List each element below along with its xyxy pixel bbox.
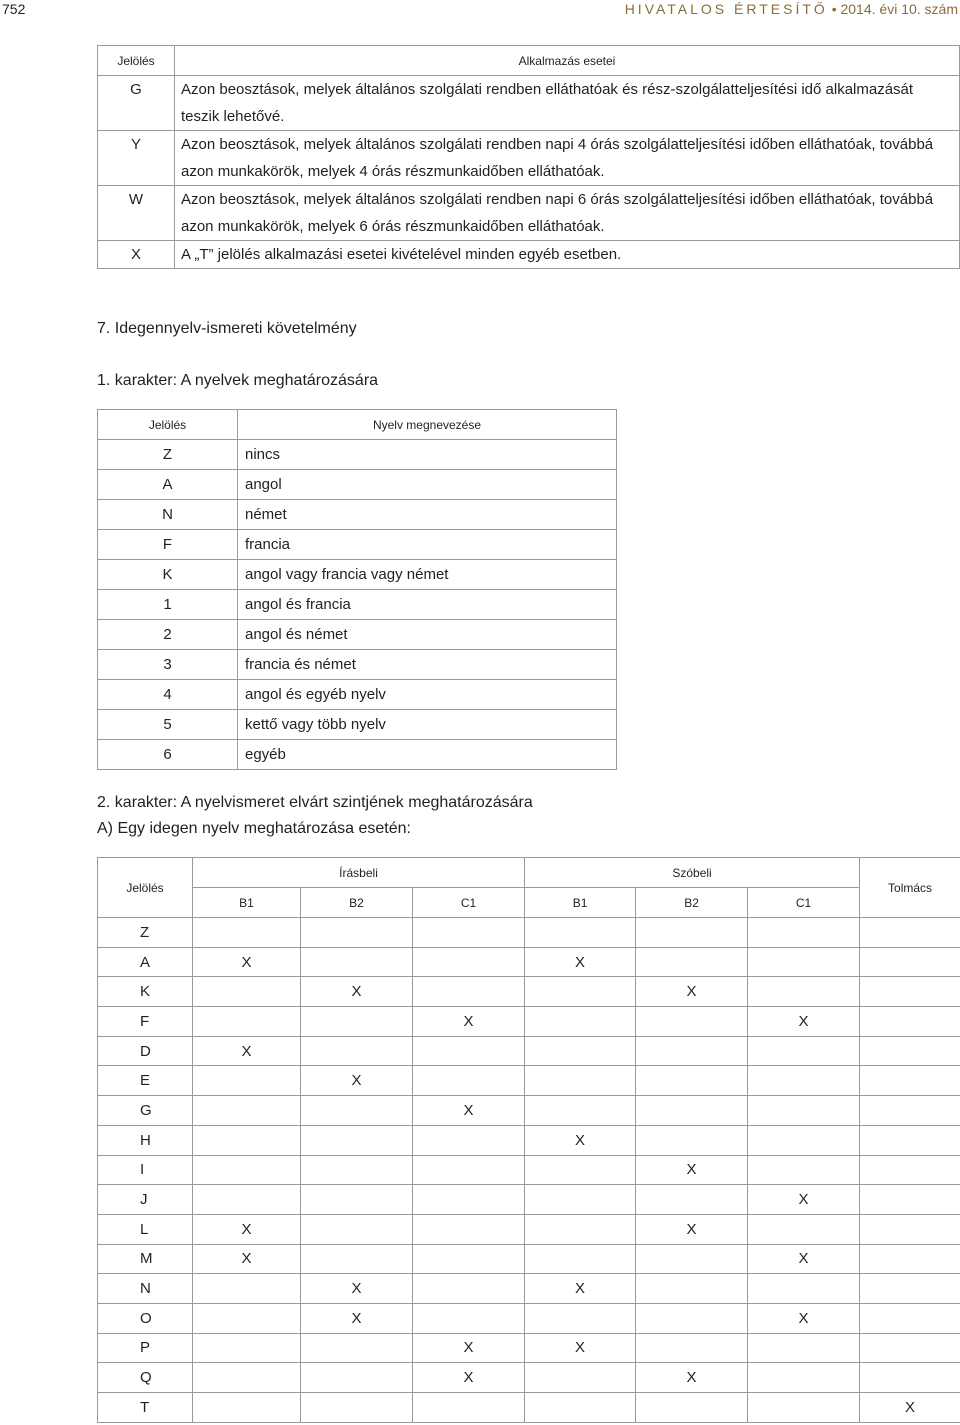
- table-row: [98, 1155, 960, 1185]
- code-cell: G: [98, 76, 175, 131]
- level-mark-cell: [193, 1303, 301, 1333]
- table-row: [98, 1096, 960, 1126]
- description-cell: Azon beosztások, melyek általános szolgálati rendben napi 4 órás szolgálatteljesítési időben elláthatóak, továbbá azon munkakörök, melyek 4 órás részmunkaidőben elláthatóak.: [175, 131, 960, 186]
- level-mark-cell: [301, 1333, 413, 1363]
- col-header-level: B1: [525, 888, 636, 918]
- level-mark-cell: [193, 1393, 301, 1423]
- level-mark-cell: [748, 1214, 860, 1244]
- table-row: [98, 1363, 960, 1393]
- level-mark-cell: X: [301, 1274, 413, 1304]
- level-mark-cell: [525, 1185, 636, 1215]
- level-mark-cell: [860, 1036, 960, 1066]
- code-cell: Q: [98, 1363, 193, 1393]
- level-mark-cell: X: [193, 1244, 301, 1274]
- language-table: [97, 409, 617, 770]
- table-row: [98, 1066, 960, 1096]
- level-mark-cell: [301, 1125, 413, 1155]
- level-mark-cell: [301, 1155, 413, 1185]
- code-cell: G: [98, 1096, 193, 1126]
- code-cell: P: [98, 1333, 193, 1363]
- level-mark-cell: [413, 1155, 525, 1185]
- level-mark-cell: [413, 1036, 525, 1066]
- level-mark-cell: [193, 1066, 301, 1096]
- table-row: [98, 560, 617, 590]
- level-mark-cell: [860, 977, 960, 1007]
- level-mark-cell: [301, 1185, 413, 1215]
- level-mark-cell: [525, 1155, 636, 1185]
- level-mark-cell: X: [636, 1214, 748, 1244]
- level-mark-cell: [860, 1155, 960, 1185]
- code-cell: O: [98, 1303, 193, 1333]
- level-mark-cell: X: [525, 1125, 636, 1155]
- col-group-written: Írásbeli: [193, 858, 525, 888]
- level-mark-cell: [193, 1125, 301, 1155]
- header-separator: •: [831, 1, 837, 17]
- section-title: 7. Idegennyelv-ismereti követelmény: [97, 320, 357, 337]
- level-mark-cell: [748, 1066, 860, 1096]
- level-mark-cell: X: [636, 1363, 748, 1393]
- table-row: [98, 530, 617, 560]
- code-cell: W: [98, 186, 175, 241]
- level-mark-cell: [748, 1333, 860, 1363]
- level-mark-cell: [525, 1066, 636, 1096]
- level-mark-cell: [193, 1155, 301, 1185]
- level-mark-cell: X: [413, 1007, 525, 1037]
- level-mark-cell: [860, 947, 960, 977]
- table-row: [98, 1007, 960, 1037]
- level-mark-cell: [413, 1066, 525, 1096]
- table-row: [98, 76, 960, 131]
- col-header-level: C1: [413, 888, 525, 918]
- level-mark-cell: [636, 1036, 748, 1066]
- level-mark-cell: X: [301, 1066, 413, 1096]
- table-row: [98, 590, 617, 620]
- code-cell: 6: [98, 740, 238, 770]
- description-cell: Azon beosztások, melyek általános szolgálati rendben napi 6 órás szolgálatteljesítési időben elláthatóak, továbbá azon munkakörök, melyek 6 órás részmunkaidőben elláthatóak.: [175, 186, 960, 241]
- language-name-cell: francia és német: [238, 650, 617, 680]
- level-mark-cell: X: [301, 977, 413, 1007]
- code-cell: K: [98, 560, 238, 590]
- level-mark-cell: [636, 1125, 748, 1155]
- code-cell: A: [98, 947, 193, 977]
- level-mark-cell: [525, 1244, 636, 1274]
- code-cell: 3: [98, 650, 238, 680]
- table-row: [98, 1185, 960, 1215]
- table-row: [98, 1036, 960, 1066]
- level-mark-cell: [748, 1155, 860, 1185]
- level-mark-cell: [748, 1274, 860, 1304]
- language-name-cell: nincs: [238, 440, 617, 470]
- level-mark-cell: [413, 947, 525, 977]
- code-cell: H: [98, 1125, 193, 1155]
- level-mark-cell: [193, 1185, 301, 1215]
- level-mark-cell: [413, 1125, 525, 1155]
- code-cell: F: [98, 530, 238, 560]
- code-cell: 2: [98, 620, 238, 650]
- level-mark-cell: X: [193, 947, 301, 977]
- level-mark-cell: [636, 1066, 748, 1096]
- level-mark-cell: [193, 1274, 301, 1304]
- table-row: [98, 710, 617, 740]
- table-row: [98, 1333, 960, 1363]
- language-name-cell: német: [238, 500, 617, 530]
- level-mark-cell: [860, 1214, 960, 1244]
- table-row: [98, 470, 617, 500]
- code-cell: F: [98, 1007, 193, 1037]
- code-cell: 4: [98, 680, 238, 710]
- level-mark-cell: [301, 1214, 413, 1244]
- level-mark-cell: X: [193, 1036, 301, 1066]
- level-mark-cell: [860, 1096, 960, 1126]
- level-mark-cell: X: [413, 1096, 525, 1126]
- level-mark-cell: [525, 1007, 636, 1037]
- application-cases-table: [97, 45, 960, 269]
- table-row: [98, 650, 617, 680]
- col-header-level: B2: [301, 888, 413, 918]
- level-mark-cell: [301, 1244, 413, 1274]
- col-header-description: Alkalmazás esetei: [175, 46, 960, 76]
- col-header-language-name: Nyelv megnevezése: [238, 410, 617, 440]
- table-row: [98, 186, 960, 241]
- language-name-cell: angol és egyéb nyelv: [238, 680, 617, 710]
- level-mark-cell: [860, 918, 960, 948]
- level-mark-cell: [636, 1007, 748, 1037]
- level-mark-cell: [525, 1363, 636, 1393]
- table-row: [98, 1393, 960, 1423]
- level-mark-cell: [636, 1096, 748, 1126]
- subsection-title: 1. karakter: A nyelvek meghatározására: [97, 372, 379, 389]
- table-row: [98, 241, 960, 269]
- level-mark-cell: [525, 1303, 636, 1333]
- page-header: [0, 0, 960, 22]
- code-cell: M: [98, 1244, 193, 1274]
- subsection-title: A) Egy idegen nyelv meghatározása esetén:: [97, 820, 411, 837]
- level-mark-cell: [413, 918, 525, 948]
- level-mark-cell: X: [748, 1185, 860, 1215]
- level-mark-cell: [413, 1303, 525, 1333]
- col-header-interpreter: Tolmács: [860, 858, 960, 918]
- page-number: 752: [2, 1, 26, 17]
- level-mark-cell: X: [636, 1155, 748, 1185]
- level-mark-cell: [860, 1274, 960, 1304]
- description-cell: Azon beosztások, melyek általános szolgálati rendben elláthatóak és rész-szolgálatteljesítési idő alkalmazását teszik lehetővé.: [175, 76, 960, 131]
- level-mark-cell: X: [525, 947, 636, 977]
- code-cell: J: [98, 1185, 193, 1215]
- level-mark-cell: [525, 918, 636, 948]
- col-header-code: Jelölés: [98, 46, 175, 76]
- level-mark-cell: X: [748, 1303, 860, 1333]
- level-mark-cell: [413, 1274, 525, 1304]
- level-mark-cell: X: [525, 1274, 636, 1304]
- level-mark-cell: [193, 977, 301, 1007]
- level-mark-cell: [860, 1303, 960, 1333]
- level-mark-cell: [748, 1393, 860, 1423]
- level-mark-cell: [193, 1363, 301, 1393]
- level-mark-cell: [301, 1096, 413, 1126]
- table-row: [98, 977, 960, 1007]
- language-name-cell: angol vagy francia vagy német: [238, 560, 617, 590]
- table-row: [98, 918, 960, 948]
- language-name-cell: angol és francia: [238, 590, 617, 620]
- level-mark-cell: X: [301, 1303, 413, 1333]
- level-mark-cell: [193, 918, 301, 948]
- subsection-title: 2. karakter: A nyelvismeret elvárt szintjének meghatározására: [97, 794, 533, 811]
- level-mark-cell: [525, 1214, 636, 1244]
- code-cell: Z: [98, 918, 193, 948]
- level-mark-cell: X: [193, 1214, 301, 1244]
- level-mark-cell: [636, 1333, 748, 1363]
- level-mark-cell: [636, 1303, 748, 1333]
- level-mark-cell: [413, 1244, 525, 1274]
- level-mark-cell: [193, 1333, 301, 1363]
- code-cell: K: [98, 977, 193, 1007]
- table-row: [98, 1125, 960, 1155]
- code-cell: D: [98, 1036, 193, 1066]
- level-mark-cell: [301, 1393, 413, 1423]
- level-mark-cell: [636, 1185, 748, 1215]
- table-row: [98, 1274, 960, 1304]
- level-mark-cell: [860, 1185, 960, 1215]
- level-mark-cell: [413, 1185, 525, 1215]
- level-mark-cell: [748, 947, 860, 977]
- level-mark-cell: [301, 1036, 413, 1066]
- description-cell: A „T” jelölés alkalmazási esetei kivételével minden egyéb esetben.: [175, 241, 960, 269]
- table-row: [98, 500, 617, 530]
- code-cell: Y: [98, 131, 175, 186]
- level-mark-cell: X: [636, 977, 748, 1007]
- level-mark-cell: [748, 1096, 860, 1126]
- level-mark-cell: [860, 1244, 960, 1274]
- language-name-cell: kettő vagy több nyelv: [238, 710, 617, 740]
- level-mark-cell: [636, 918, 748, 948]
- level-mark-cell: [525, 1393, 636, 1423]
- table-row: [98, 440, 617, 470]
- code-cell: I: [98, 1155, 193, 1185]
- col-header-level: B1: [193, 888, 301, 918]
- level-mark-cell: [525, 1036, 636, 1066]
- level-mark-cell: [748, 918, 860, 948]
- code-cell: X: [98, 241, 175, 269]
- level-mark-cell: [301, 1363, 413, 1393]
- level-mark-cell: [193, 1007, 301, 1037]
- col-header-code: Jelölés: [98, 858, 193, 918]
- language-name-cell: angol: [238, 470, 617, 500]
- level-mark-cell: X: [748, 1007, 860, 1037]
- col-group-oral: Szóbeli: [525, 858, 860, 888]
- level-mark-cell: X: [860, 1393, 960, 1423]
- level-mark-cell: [525, 977, 636, 1007]
- code-cell: N: [98, 500, 238, 530]
- level-mark-cell: [860, 1333, 960, 1363]
- level-mark-cell: X: [413, 1333, 525, 1363]
- level-mark-cell: [748, 1125, 860, 1155]
- level-mark-cell: [413, 977, 525, 1007]
- level-mark-cell: [525, 1096, 636, 1126]
- code-cell: N: [98, 1274, 193, 1304]
- level-mark-cell: [636, 1393, 748, 1423]
- level-mark-cell: [636, 1274, 748, 1304]
- level-mark-cell: [860, 1007, 960, 1037]
- table-row: [98, 1214, 960, 1244]
- language-name-cell: egyéb: [238, 740, 617, 770]
- code-cell: A: [98, 470, 238, 500]
- table-row: [98, 620, 617, 650]
- level-mark-cell: [413, 1214, 525, 1244]
- level-mark-cell: [193, 1096, 301, 1126]
- level-mark-cell: X: [748, 1244, 860, 1274]
- language-level-table: [97, 857, 960, 1423]
- code-cell: E: [98, 1066, 193, 1096]
- level-mark-cell: [636, 1244, 748, 1274]
- level-mark-cell: [301, 947, 413, 977]
- level-mark-cell: [860, 1363, 960, 1393]
- level-mark-cell: [636, 947, 748, 977]
- publication-info: [625, 0, 958, 18]
- code-cell: L: [98, 1214, 193, 1244]
- level-mark-cell: [860, 1125, 960, 1155]
- level-mark-cell: X: [525, 1333, 636, 1363]
- level-mark-cell: [748, 1363, 860, 1393]
- table-row: [98, 740, 617, 770]
- code-cell: Z: [98, 440, 238, 470]
- language-name-cell: angol és német: [238, 620, 617, 650]
- level-mark-cell: [301, 1007, 413, 1037]
- table-row: [98, 680, 617, 710]
- level-mark-cell: [748, 1036, 860, 1066]
- code-cell: 5: [98, 710, 238, 740]
- language-name-cell: francia: [238, 530, 617, 560]
- col-header-level: B2: [636, 888, 748, 918]
- level-mark-cell: [748, 977, 860, 1007]
- level-mark-cell: [413, 1393, 525, 1423]
- col-header-code: Jelölés: [98, 410, 238, 440]
- col-header-level: C1: [748, 888, 860, 918]
- table-row: [98, 1244, 960, 1274]
- level-mark-cell: [301, 918, 413, 948]
- table-row: [98, 947, 960, 977]
- table-row: [98, 131, 960, 186]
- level-mark-cell: X: [413, 1363, 525, 1393]
- code-cell: T: [98, 1393, 193, 1423]
- table-row: [98, 1303, 960, 1333]
- code-cell: 1: [98, 590, 238, 620]
- publication-title: HIVATALOS ÉRTESÍTŐ: [624, 1, 828, 17]
- level-mark-cell: [860, 1066, 960, 1096]
- issue-label: 2014. évi 10. szám: [840, 1, 958, 17]
